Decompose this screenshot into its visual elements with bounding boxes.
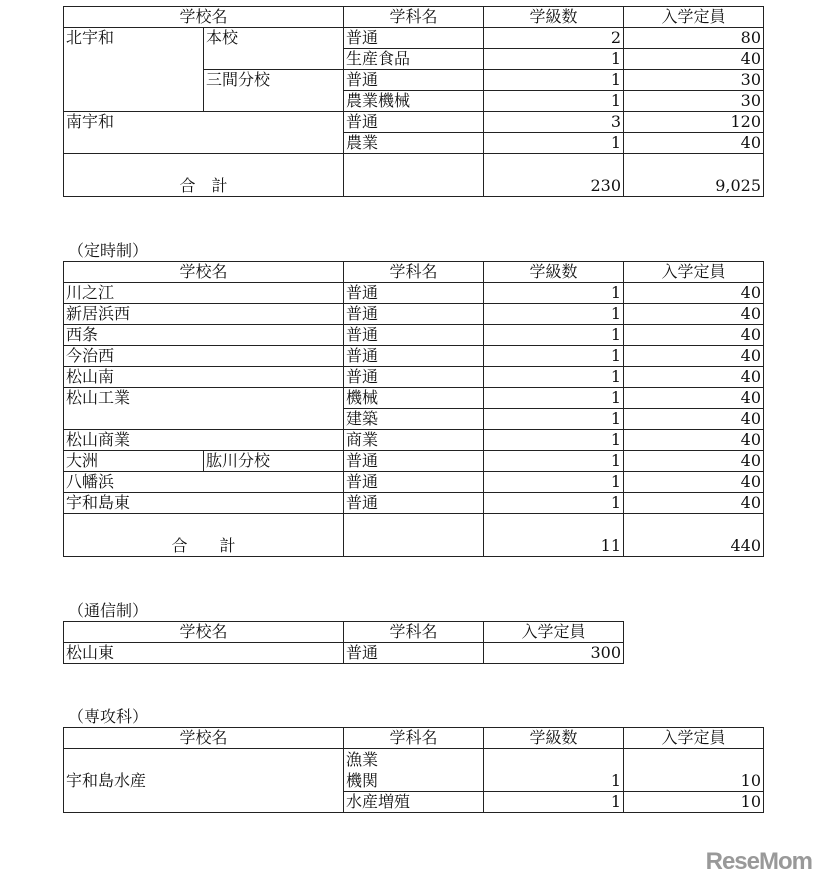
classes: 1 xyxy=(484,304,624,325)
capacity: 40 xyxy=(624,388,764,409)
capacity: 40 xyxy=(624,283,764,304)
dept-name: 機械 xyxy=(344,388,484,409)
table-row xyxy=(64,325,764,346)
dept-name: 普通 xyxy=(344,643,484,664)
capacity: 10 xyxy=(624,749,764,792)
empty-cell xyxy=(344,154,484,197)
capacity: 40 xyxy=(624,367,764,388)
school-name: 八幡浜 xyxy=(64,472,344,493)
dept-name: 水産増殖 xyxy=(344,792,484,813)
header-capacity: 入学定員 xyxy=(624,7,764,28)
dept-line-2: 機関 xyxy=(346,771,379,790)
header-capacity: 入学定員 xyxy=(624,262,764,283)
classes: 1 xyxy=(484,792,624,813)
table-header xyxy=(64,622,624,643)
full-time-table xyxy=(63,6,764,197)
part-time-table xyxy=(63,261,764,557)
dept-name: 普通 xyxy=(344,325,484,346)
total-row xyxy=(64,514,764,557)
capacity: 40 xyxy=(624,346,764,367)
advanced-table xyxy=(63,727,764,813)
capacity: 30 xyxy=(624,70,764,91)
capacity: 40 xyxy=(624,451,764,472)
dept-name: 普通 xyxy=(344,28,484,49)
classes: 1 xyxy=(484,472,624,493)
classes: 1 xyxy=(484,749,624,792)
header-school: 学校名 xyxy=(64,622,344,643)
header-dept: 学科名 xyxy=(344,622,484,643)
classes: 1 xyxy=(484,388,624,409)
header-school: 学校名 xyxy=(64,728,344,749)
capacity: 300 xyxy=(484,643,624,664)
dept-name: 普通 xyxy=(344,70,484,91)
table-row xyxy=(64,346,764,367)
resemom-logo: ReseMom xyxy=(705,848,812,875)
header-classes: 学級数 xyxy=(484,728,624,749)
table-header xyxy=(64,262,764,283)
header-dept: 学科名 xyxy=(344,262,484,283)
capacity: 80 xyxy=(624,28,764,49)
correspondence-table xyxy=(63,621,624,664)
dept-name: 普通 xyxy=(344,346,484,367)
school-name: 新居浜西 xyxy=(64,304,344,325)
school-name: 松山東 xyxy=(64,643,344,664)
dept-name: 建築 xyxy=(344,409,484,430)
table-row xyxy=(64,430,764,451)
total-label: 合 計 xyxy=(64,154,344,197)
capacity: 120 xyxy=(624,112,764,133)
school-name: 松山商業 xyxy=(64,430,344,451)
table-row xyxy=(64,367,764,388)
capacity: 40 xyxy=(624,472,764,493)
school-name: 今治西 xyxy=(64,346,344,367)
table-header xyxy=(64,728,764,749)
classes: 1 xyxy=(484,493,624,514)
classes: 1 xyxy=(484,133,624,154)
classes: 1 xyxy=(484,70,624,91)
school-name: 西条 xyxy=(64,325,344,346)
dept-name: 農業機械 xyxy=(344,91,484,112)
capacity: 40 xyxy=(624,133,764,154)
dept-name: 普通 xyxy=(344,472,484,493)
branch-name: 本校 xyxy=(204,28,344,70)
header-school: 学校名 xyxy=(64,7,344,28)
table-row xyxy=(64,304,764,325)
total-capacity: 9,025 xyxy=(624,154,764,197)
capacity: 40 xyxy=(624,325,764,346)
classes: 1 xyxy=(484,430,624,451)
empty-cell xyxy=(344,514,484,557)
total-classes: 11 xyxy=(484,514,624,557)
header-dept: 学科名 xyxy=(344,7,484,28)
school-name: 松山南 xyxy=(64,367,344,388)
capacity: 40 xyxy=(624,409,764,430)
classes: 1 xyxy=(484,367,624,388)
capacity: 30 xyxy=(624,91,764,112)
table-row xyxy=(64,28,764,49)
table-row xyxy=(64,493,764,514)
dept-name: 普通 xyxy=(344,283,484,304)
dept-name: 商業 xyxy=(344,430,484,451)
classes: 1 xyxy=(484,346,624,367)
table-row xyxy=(64,112,764,133)
capacity: 40 xyxy=(624,304,764,325)
classes: 1 xyxy=(484,49,624,70)
table-row xyxy=(64,643,624,664)
table-header xyxy=(64,7,764,28)
classes: 1 xyxy=(484,325,624,346)
header-classes: 学級数 xyxy=(484,262,624,283)
dept-name: 普通 xyxy=(344,112,484,133)
capacity: 40 xyxy=(624,430,764,451)
header-capacity: 入学定員 xyxy=(484,622,624,643)
part-time-title: （定時制） xyxy=(68,241,149,260)
school-name: 南宇和 xyxy=(64,112,344,154)
classes: 1 xyxy=(484,283,624,304)
capacity: 10 xyxy=(624,792,764,813)
classes: 2 xyxy=(484,28,624,49)
classes: 1 xyxy=(484,409,624,430)
table-row xyxy=(64,472,764,493)
dept-name: 普通 xyxy=(344,493,484,514)
table-row xyxy=(64,451,764,472)
branch-name: 三間分校 xyxy=(204,70,344,112)
total-label: 合 計 xyxy=(64,514,344,557)
table-row xyxy=(64,388,764,409)
dept-name: 農業 xyxy=(344,133,484,154)
school-name: 宇和島水産 xyxy=(64,749,344,813)
classes: 3 xyxy=(484,112,624,133)
total-capacity: 440 xyxy=(624,514,764,557)
dept-name xyxy=(344,749,484,792)
header-dept: 学科名 xyxy=(344,728,484,749)
classes: 1 xyxy=(484,91,624,112)
advanced-title: （専攻科） xyxy=(68,707,149,726)
correspondence-title: （通信制） xyxy=(68,601,149,620)
school-name: 川之江 xyxy=(64,283,344,304)
school-name: 北宇和 xyxy=(64,28,204,112)
total-row xyxy=(64,154,764,197)
classes: 1 xyxy=(484,451,624,472)
header-capacity: 入学定員 xyxy=(624,728,764,749)
school-name: 松山工業 xyxy=(64,388,344,430)
table-row xyxy=(64,283,764,304)
capacity: 40 xyxy=(624,493,764,514)
capacity: 40 xyxy=(624,49,764,70)
dept-line-1: 漁業 xyxy=(346,750,379,769)
school-name: 大洲 xyxy=(64,451,204,472)
dept-name: 生産食品 xyxy=(344,49,484,70)
school-name: 宇和島東 xyxy=(64,493,344,514)
dept-name: 普通 xyxy=(344,367,484,388)
header-classes: 学級数 xyxy=(484,7,624,28)
dept-name: 普通 xyxy=(344,304,484,325)
total-classes: 230 xyxy=(484,154,624,197)
header-school: 学校名 xyxy=(64,262,344,283)
table-row xyxy=(64,749,764,792)
dept-name: 普通 xyxy=(344,451,484,472)
branch-name: 肱川分校 xyxy=(204,451,344,472)
